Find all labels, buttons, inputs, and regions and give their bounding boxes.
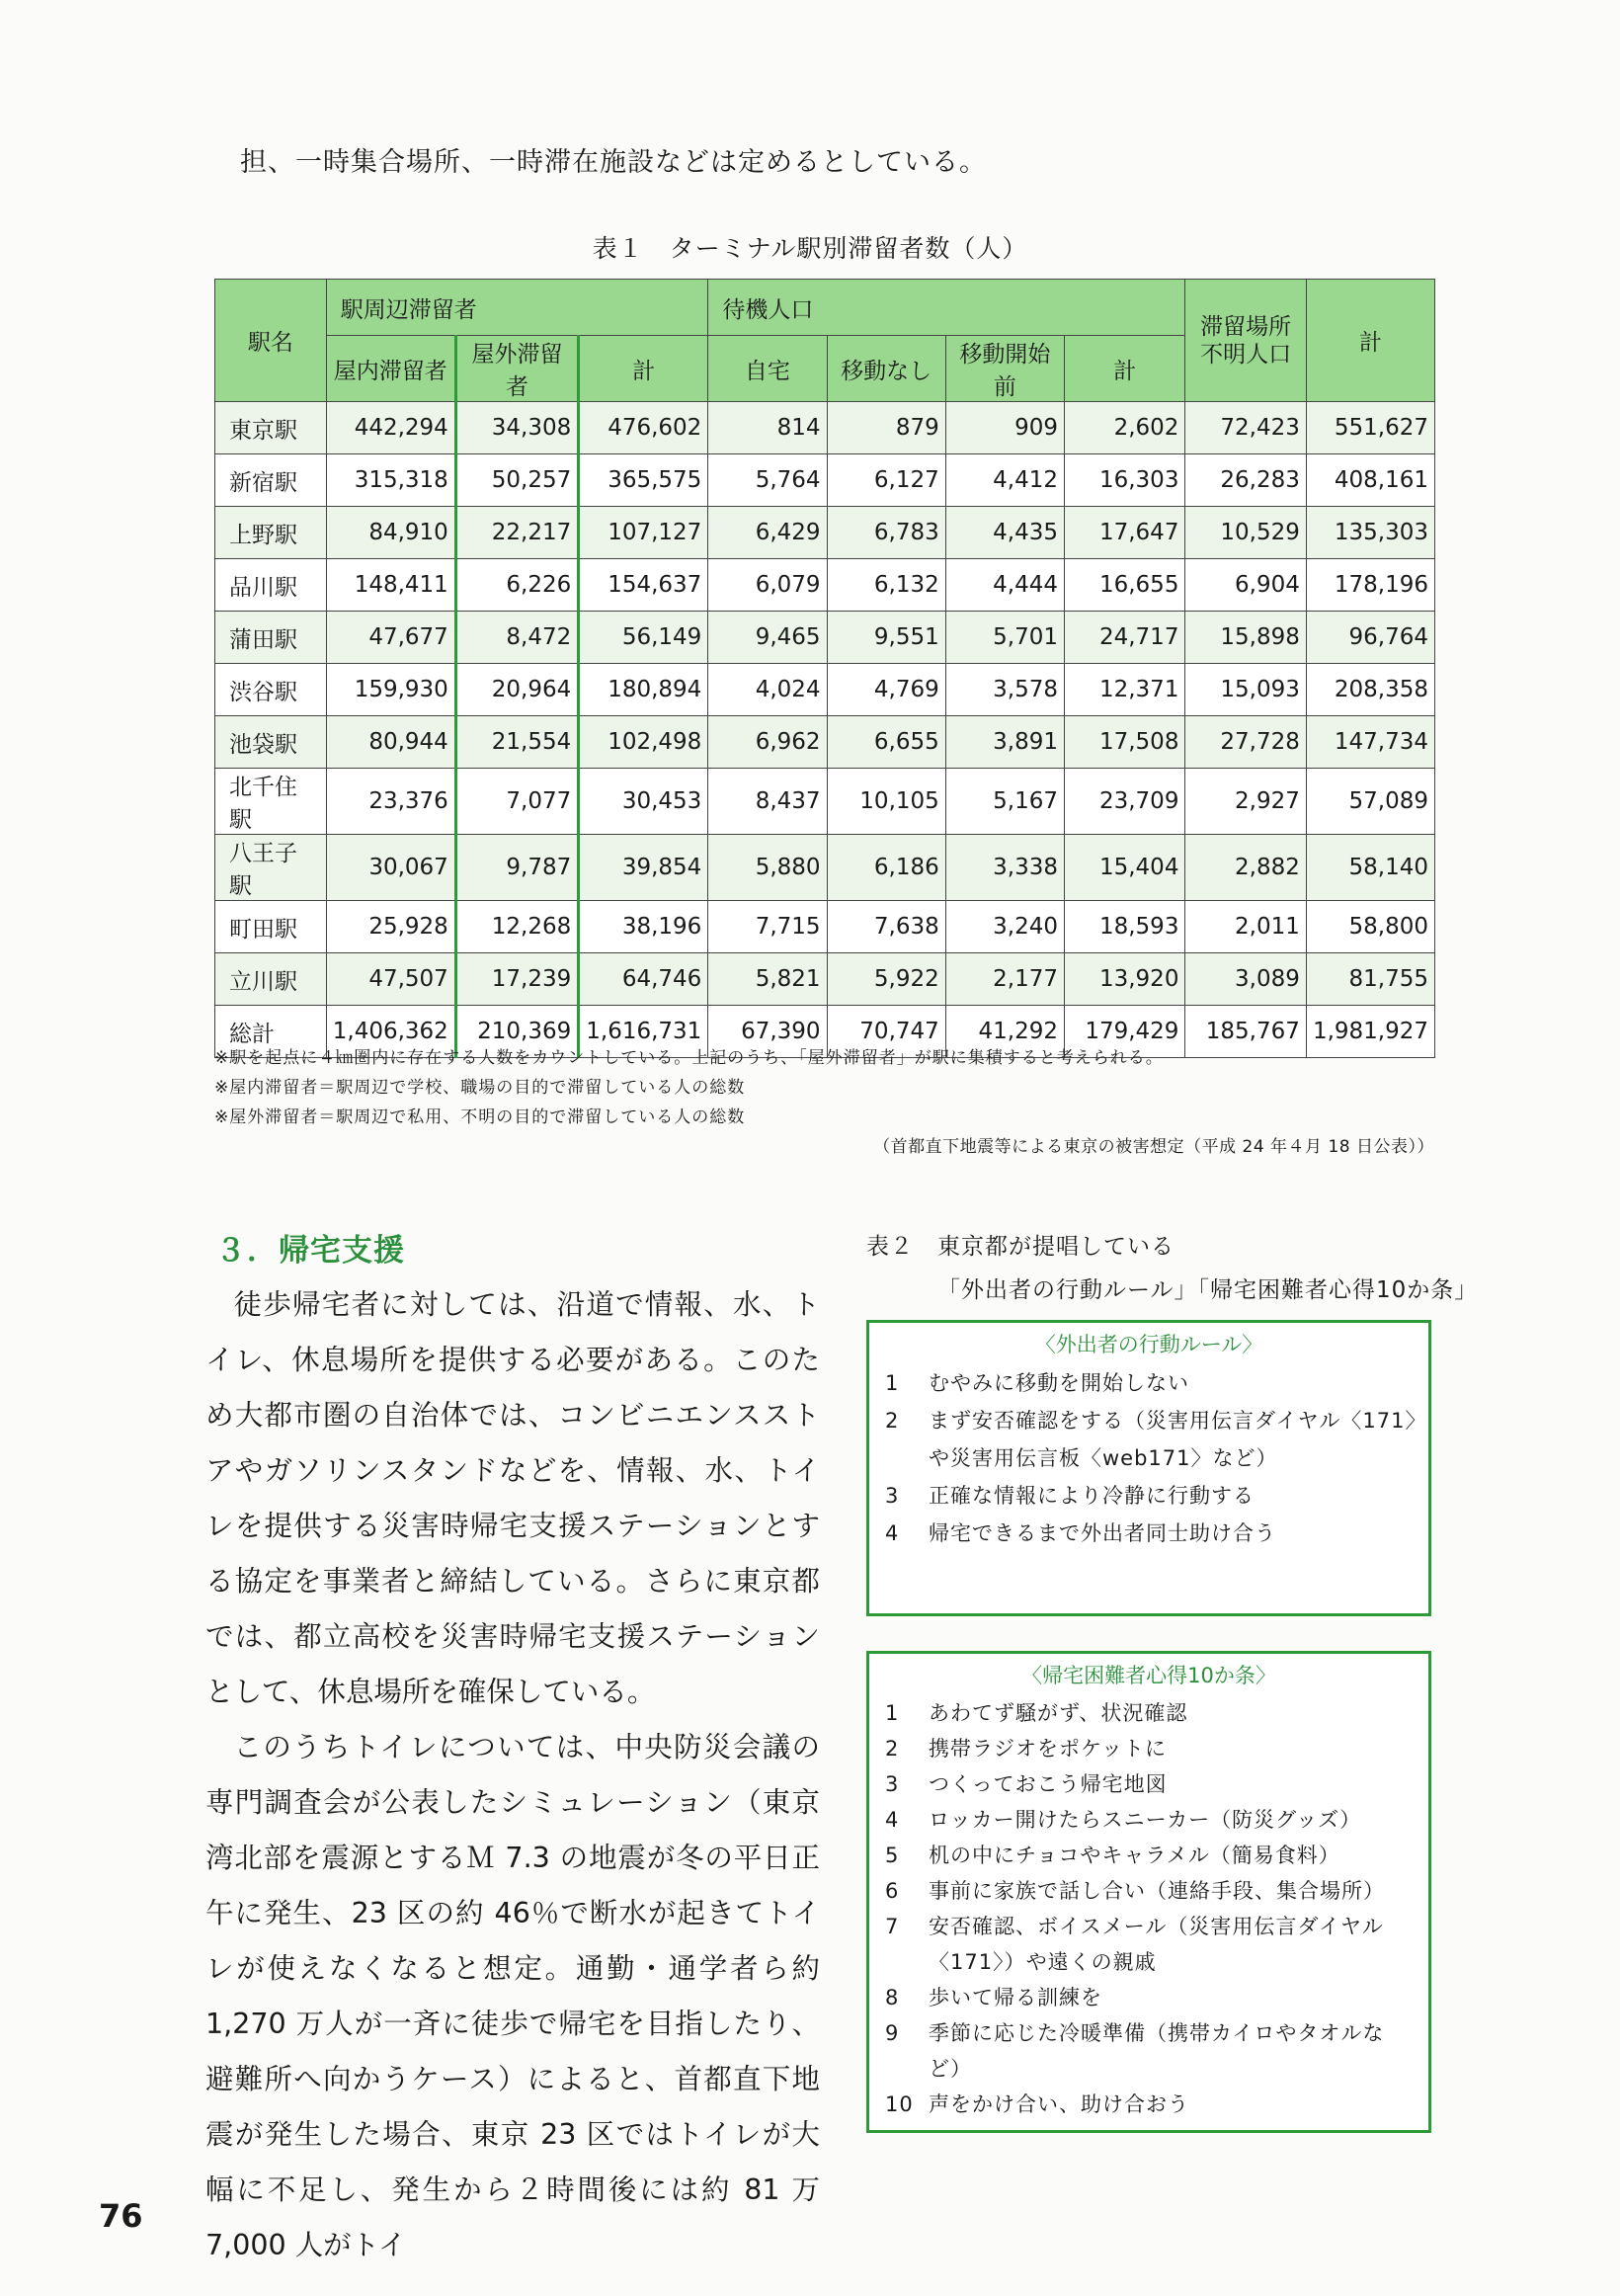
- table1-caption-title: ターミナル駅別滞留者数（人）: [669, 234, 1028, 263]
- table2-caption: [866, 1225, 1478, 1312]
- value-cell: 39,854: [579, 835, 708, 901]
- value-cell: 1,981,927: [1306, 1006, 1434, 1058]
- continued-text-line: 担、一時集合場所、一時滞在施設などは定めるとしている。: [240, 147, 987, 178]
- value-cell: 5,821: [708, 953, 827, 1006]
- station-name-cell: 新宿駅: [215, 454, 327, 507]
- value-cell: 135,303: [1306, 507, 1434, 559]
- value-cell: 7,715: [708, 901, 827, 953]
- value-cell: 30,067: [326, 835, 455, 901]
- station-name-cell: 池袋駅: [215, 716, 327, 769]
- table1-caption: [0, 229, 1620, 265]
- rule-text: 携帯ラジオをポケットに: [929, 1737, 1167, 1761]
- value-cell: 3,891: [945, 716, 1064, 769]
- value-cell: 10,529: [1185, 507, 1306, 559]
- stranded-tips-list: [869, 1695, 1428, 2122]
- value-cell: 6,186: [827, 835, 945, 901]
- value-cell: 551,627: [1306, 402, 1434, 454]
- table-row: [215, 612, 1435, 664]
- table-row: [215, 454, 1435, 507]
- rule-text: 安否確認、ボイスメール（災害用伝言ダイヤル〈171〉）や遠くの親戚: [929, 1915, 1384, 1974]
- value-cell: 12,371: [1065, 664, 1185, 716]
- station-name-cell: 品川駅: [215, 559, 327, 612]
- value-cell: 10,105: [827, 769, 945, 835]
- header-home: 自宅: [708, 336, 827, 402]
- station-name-cell: 北千住駅: [215, 769, 327, 835]
- rule-item: [881, 1909, 1417, 1980]
- table-row: [215, 835, 1435, 901]
- rule-item: [881, 1838, 1417, 1873]
- rule-item: [881, 2015, 1417, 2087]
- station-name-cell: 立川駅: [215, 953, 327, 1006]
- value-cell: 180,894: [579, 664, 708, 716]
- table-row: [215, 559, 1435, 612]
- value-cell: 17,508: [1065, 716, 1185, 769]
- header-total: 計: [1306, 280, 1434, 402]
- value-cell: 38,196: [579, 901, 708, 953]
- stranded-tips-title: 〈帰宅困難者心得10か条〉: [1021, 1664, 1276, 1687]
- value-cell: 408,161: [1306, 454, 1434, 507]
- value-cell: 57,089: [1306, 769, 1434, 835]
- value-cell: 72,423: [1185, 402, 1306, 454]
- value-cell: 9,551: [827, 612, 945, 664]
- value-cell: 5,701: [945, 612, 1064, 664]
- value-cell: 6,079: [708, 559, 827, 612]
- section-body: [205, 1277, 820, 2273]
- rule-item: [881, 1515, 1417, 1552]
- value-cell: 879: [827, 402, 945, 454]
- value-cell: 16,303: [1065, 454, 1185, 507]
- rule-text: むやみに移動を開始しない: [929, 1371, 1189, 1395]
- station-name-cell: 渋谷駅: [215, 664, 327, 716]
- rule-item: [881, 1873, 1417, 1909]
- value-cell: 8,472: [455, 612, 578, 664]
- table1-header-row-1: [215, 280, 1435, 336]
- value-cell: 147,734: [1306, 716, 1434, 769]
- value-cell: 58,800: [1306, 901, 1434, 953]
- value-cell: 4,435: [945, 507, 1064, 559]
- rule-text: 声をかけ合い、助け合おう: [929, 2092, 1189, 2116]
- value-cell: 96,764: [1306, 612, 1434, 664]
- table1-note: ※駅を起点に４㎞圏内に存在する人数をカウントしている。上記のうち、「屋外滞留者」が駅に集積すると考えられる。: [214, 1048, 1164, 1068]
- outing-rules-title: 〈外出者の行動ルール〉: [1034, 1333, 1263, 1356]
- rule-number: 3: [885, 1484, 900, 1508]
- value-cell: 2,602: [1065, 402, 1185, 454]
- value-cell: 70,747: [827, 1006, 945, 1058]
- body-paragraph: このうちトイレについては、中央防災会議の専門調査会が公表したシミュレーション（東京湾北部を震源とするＭ 7.3 の地震が冬の平日正午に発生、23 区の約 46％で断水が起きてトイレが使えなくなると想定。通勤・通学者ら約 1,270 万人が一斉に徒歩で帰宅を目指したり、避難所へ向かうケース）によると、首都直下地震が発生した場合、東京 23 区ではトイレが大幅に不足し、発生から２時間後には約 81 万 7,000 人がトイ: [205, 1731, 820, 2261]
- value-cell: 6,226: [455, 559, 578, 612]
- value-cell: 6,962: [708, 716, 827, 769]
- value-cell: 210,369: [455, 1006, 578, 1058]
- table1-notes: [214, 1043, 1164, 1132]
- value-cell: 2,177: [945, 953, 1064, 1006]
- rule-number: 10: [885, 2092, 914, 2116]
- value-cell: 25,928: [326, 901, 455, 953]
- value-cell: 15,093: [1185, 664, 1306, 716]
- rule-number: 4: [885, 1521, 900, 1545]
- value-cell: 154,637: [579, 559, 708, 612]
- value-cell: 315,318: [326, 454, 455, 507]
- value-cell: 16,655: [1065, 559, 1185, 612]
- value-cell: 50,257: [455, 454, 578, 507]
- rule-number: 8: [885, 1986, 900, 2009]
- value-cell: 34,308: [455, 402, 578, 454]
- rule-text: 事前に家族で話し合い（連絡手段、集合場所）: [929, 1879, 1385, 1903]
- rule-text: まず安否確認をする（災害用伝言ダイヤル〈171〉や災害用伝言板〈web171〉など）: [929, 1409, 1417, 1470]
- rule-item: [881, 1980, 1417, 2015]
- rule-number: 5: [885, 1844, 900, 1867]
- value-cell: 56,149: [579, 612, 708, 664]
- value-cell: 58,140: [1306, 835, 1434, 901]
- value-cell: 107,127: [579, 507, 708, 559]
- value-cell: 6,904: [1185, 559, 1306, 612]
- value-cell: 8,437: [708, 769, 827, 835]
- value-cell: 909: [945, 402, 1064, 454]
- table1-note: ※屋内滞留者＝駅周辺で学校、職場の目的で滞留している人の総数: [214, 1078, 746, 1098]
- rule-text: ロッカー開けたらスニーカー（防災グッズ）: [929, 1808, 1362, 1832]
- value-cell: 15,404: [1065, 835, 1185, 901]
- value-cell: 84,910: [326, 507, 455, 559]
- value-cell: 26,283: [1185, 454, 1306, 507]
- value-cell: 15,898: [1185, 612, 1306, 664]
- table1-note: ※屋外滞留者＝駅周辺で私用、不明の目的で滞留している人の総数: [214, 1107, 746, 1127]
- header-station: 駅名: [215, 280, 327, 402]
- table2-caption-line2: 「外出者の行動ルール」「帰宅困難者心得10か条」: [937, 1277, 1479, 1303]
- value-cell: 6,127: [827, 454, 945, 507]
- table1-caption-label: 表１: [592, 234, 644, 263]
- value-cell: 365,575: [579, 454, 708, 507]
- value-cell: 159,930: [326, 664, 455, 716]
- table-row: [215, 507, 1435, 559]
- rule-text: 歩いて帰る訓練を: [929, 1986, 1102, 2009]
- table-row: [215, 664, 1435, 716]
- value-cell: 21,554: [455, 716, 578, 769]
- rule-item: [881, 1477, 1417, 1515]
- rule-item: [881, 1402, 1417, 1477]
- value-cell: 27,728: [1185, 716, 1306, 769]
- rule-number: 2: [885, 1409, 900, 1433]
- station-name-cell: 八王子駅: [215, 835, 327, 901]
- value-cell: 5,764: [708, 454, 827, 507]
- value-cell: 64,746: [579, 953, 708, 1006]
- station-name-cell: 東京駅: [215, 402, 327, 454]
- section-title: ３．帰宅支援: [215, 1233, 405, 1269]
- value-cell: 185,767: [1185, 1006, 1306, 1058]
- value-cell: 2,927: [1185, 769, 1306, 835]
- value-cell: 476,602: [579, 402, 708, 454]
- table1-source: （首都直下地震等による東京の被害想定（平成 24 年４月 18 日公表））: [873, 1137, 1434, 1157]
- station-name-cell: 町田駅: [215, 901, 327, 953]
- rule-number: 3: [885, 1772, 900, 1796]
- value-cell: 6,783: [827, 507, 945, 559]
- rule-number: 6: [885, 1879, 900, 1903]
- rule-text: 季節に応じた冷暖準備（携帯カイロやタオルなど）: [929, 2021, 1385, 2081]
- outing-rules-box: [866, 1320, 1431, 1616]
- value-cell: 179,429: [1065, 1006, 1185, 1058]
- stranded-tips-box: [866, 1651, 1431, 2133]
- table-row: [215, 402, 1435, 454]
- value-cell: 3,089: [1185, 953, 1306, 1006]
- value-cell: 7,077: [455, 769, 578, 835]
- station-name-cell: 蒲田駅: [215, 612, 327, 664]
- value-cell: 814: [708, 402, 827, 454]
- station-name-cell: 総計: [215, 1006, 327, 1058]
- value-cell: 80,944: [326, 716, 455, 769]
- value-cell: 3,578: [945, 664, 1064, 716]
- value-cell: 13,920: [1065, 953, 1185, 1006]
- rule-number: 1: [885, 1371, 900, 1395]
- header-no-move: 移動なし: [827, 336, 945, 402]
- header-indoor: 屋内滞留者: [326, 336, 455, 402]
- value-cell: 12,268: [455, 901, 578, 953]
- value-cell: 47,677: [326, 612, 455, 664]
- value-cell: 4,444: [945, 559, 1064, 612]
- value-cell: 5,880: [708, 835, 827, 901]
- value-cell: 18,593: [1065, 901, 1185, 953]
- rule-text: 正確な情報により冷静に行動する: [929, 1484, 1255, 1508]
- value-cell: 4,412: [945, 454, 1064, 507]
- value-cell: 5,167: [945, 769, 1064, 835]
- table-row: [215, 953, 1435, 1006]
- value-cell: 81,755: [1306, 953, 1434, 1006]
- value-cell: 1,406,362: [326, 1006, 455, 1058]
- value-cell: 47,507: [326, 953, 455, 1006]
- page-number: 76: [99, 2197, 143, 2235]
- rule-item: [881, 1731, 1417, 1766]
- header-waiting-total: 計: [1065, 336, 1185, 402]
- rule-item: [881, 1364, 1417, 1402]
- header-group-around: 駅周辺滞留者: [326, 280, 708, 336]
- header-around-total: 計: [579, 336, 708, 402]
- station-name-cell: 上野駅: [215, 507, 327, 559]
- rule-item: [881, 1766, 1417, 1802]
- value-cell: 102,498: [579, 716, 708, 769]
- rule-number: 7: [885, 1915, 900, 1938]
- table-row: [215, 901, 1435, 953]
- header-outdoor: 屋外滞留者: [455, 336, 578, 402]
- station-stranded-table: [214, 279, 1435, 1058]
- value-cell: 4,769: [827, 664, 945, 716]
- rule-text: 帰宅できるまで外出者同士助け合う: [929, 1521, 1276, 1545]
- value-cell: 5,922: [827, 953, 945, 1006]
- value-cell: 1,616,731: [579, 1006, 708, 1058]
- value-cell: 3,338: [945, 835, 1064, 901]
- rule-item: [881, 2087, 1417, 2122]
- value-cell: 17,239: [455, 953, 578, 1006]
- value-cell: 41,292: [945, 1006, 1064, 1058]
- value-cell: 67,390: [708, 1006, 827, 1058]
- value-cell: 24,717: [1065, 612, 1185, 664]
- value-cell: 3,240: [945, 901, 1064, 953]
- value-cell: 22,217: [455, 507, 578, 559]
- value-cell: 20,964: [455, 664, 578, 716]
- value-cell: 2,011: [1185, 901, 1306, 953]
- value-cell: 9,465: [708, 612, 827, 664]
- value-cell: 7,638: [827, 901, 945, 953]
- value-cell: 178,196: [1306, 559, 1434, 612]
- rule-text: つくっておこう帰宅地図: [929, 1772, 1168, 1796]
- value-cell: 23,376: [326, 769, 455, 835]
- value-cell: 208,358: [1306, 664, 1434, 716]
- rule-number: 1: [885, 1701, 900, 1725]
- rule-number: 2: [885, 1737, 900, 1761]
- rule-number: 9: [885, 2021, 900, 2045]
- rule-item: [881, 1802, 1417, 1838]
- outing-rules-list: [869, 1364, 1428, 1552]
- header-move-start: 移動開始前: [945, 336, 1064, 402]
- value-cell: 9,787: [455, 835, 578, 901]
- header-unknown: 滞留場所不明人口: [1185, 280, 1306, 402]
- value-cell: 6,429: [708, 507, 827, 559]
- header-group-waiting: 待機人口: [708, 280, 1185, 336]
- rule-text: 机の中にチョコやキャラメル（簡易食料）: [929, 1844, 1340, 1867]
- value-cell: 23,709: [1065, 769, 1185, 835]
- value-cell: 30,453: [579, 769, 708, 835]
- rule-item: [881, 1695, 1417, 1731]
- value-cell: 148,411: [326, 559, 455, 612]
- table1-body: [215, 402, 1435, 1058]
- value-cell: 6,655: [827, 716, 945, 769]
- rule-text: あわてず騒がず、状況確認: [929, 1701, 1188, 1725]
- rule-number: 4: [885, 1808, 900, 1832]
- table2-caption-line1: 表２ 東京都が提唱している: [866, 1234, 1174, 1260]
- body-paragraph: 徒歩帰宅者に対しては、沿道で情報、水、トイレ、休息場所を提供する必要がある。このため大都市圏の自治体では、コンビニエンスストアやガソリンスタンドなどを、情報、水、トイレを提供する災害時帰宅支援ステーションとする協定を事業者と締結している。さらに東京都では、都立高校を災害時帰宅支援ステーションとして、休息場所を確保している。: [205, 1288, 820, 1708]
- value-cell: 2,882: [1185, 835, 1306, 901]
- value-cell: 4,024: [708, 664, 827, 716]
- table-row: [215, 769, 1435, 835]
- value-cell: 17,647: [1065, 507, 1185, 559]
- value-cell: 6,132: [827, 559, 945, 612]
- value-cell: 442,294: [326, 402, 455, 454]
- table-row: [215, 716, 1435, 769]
